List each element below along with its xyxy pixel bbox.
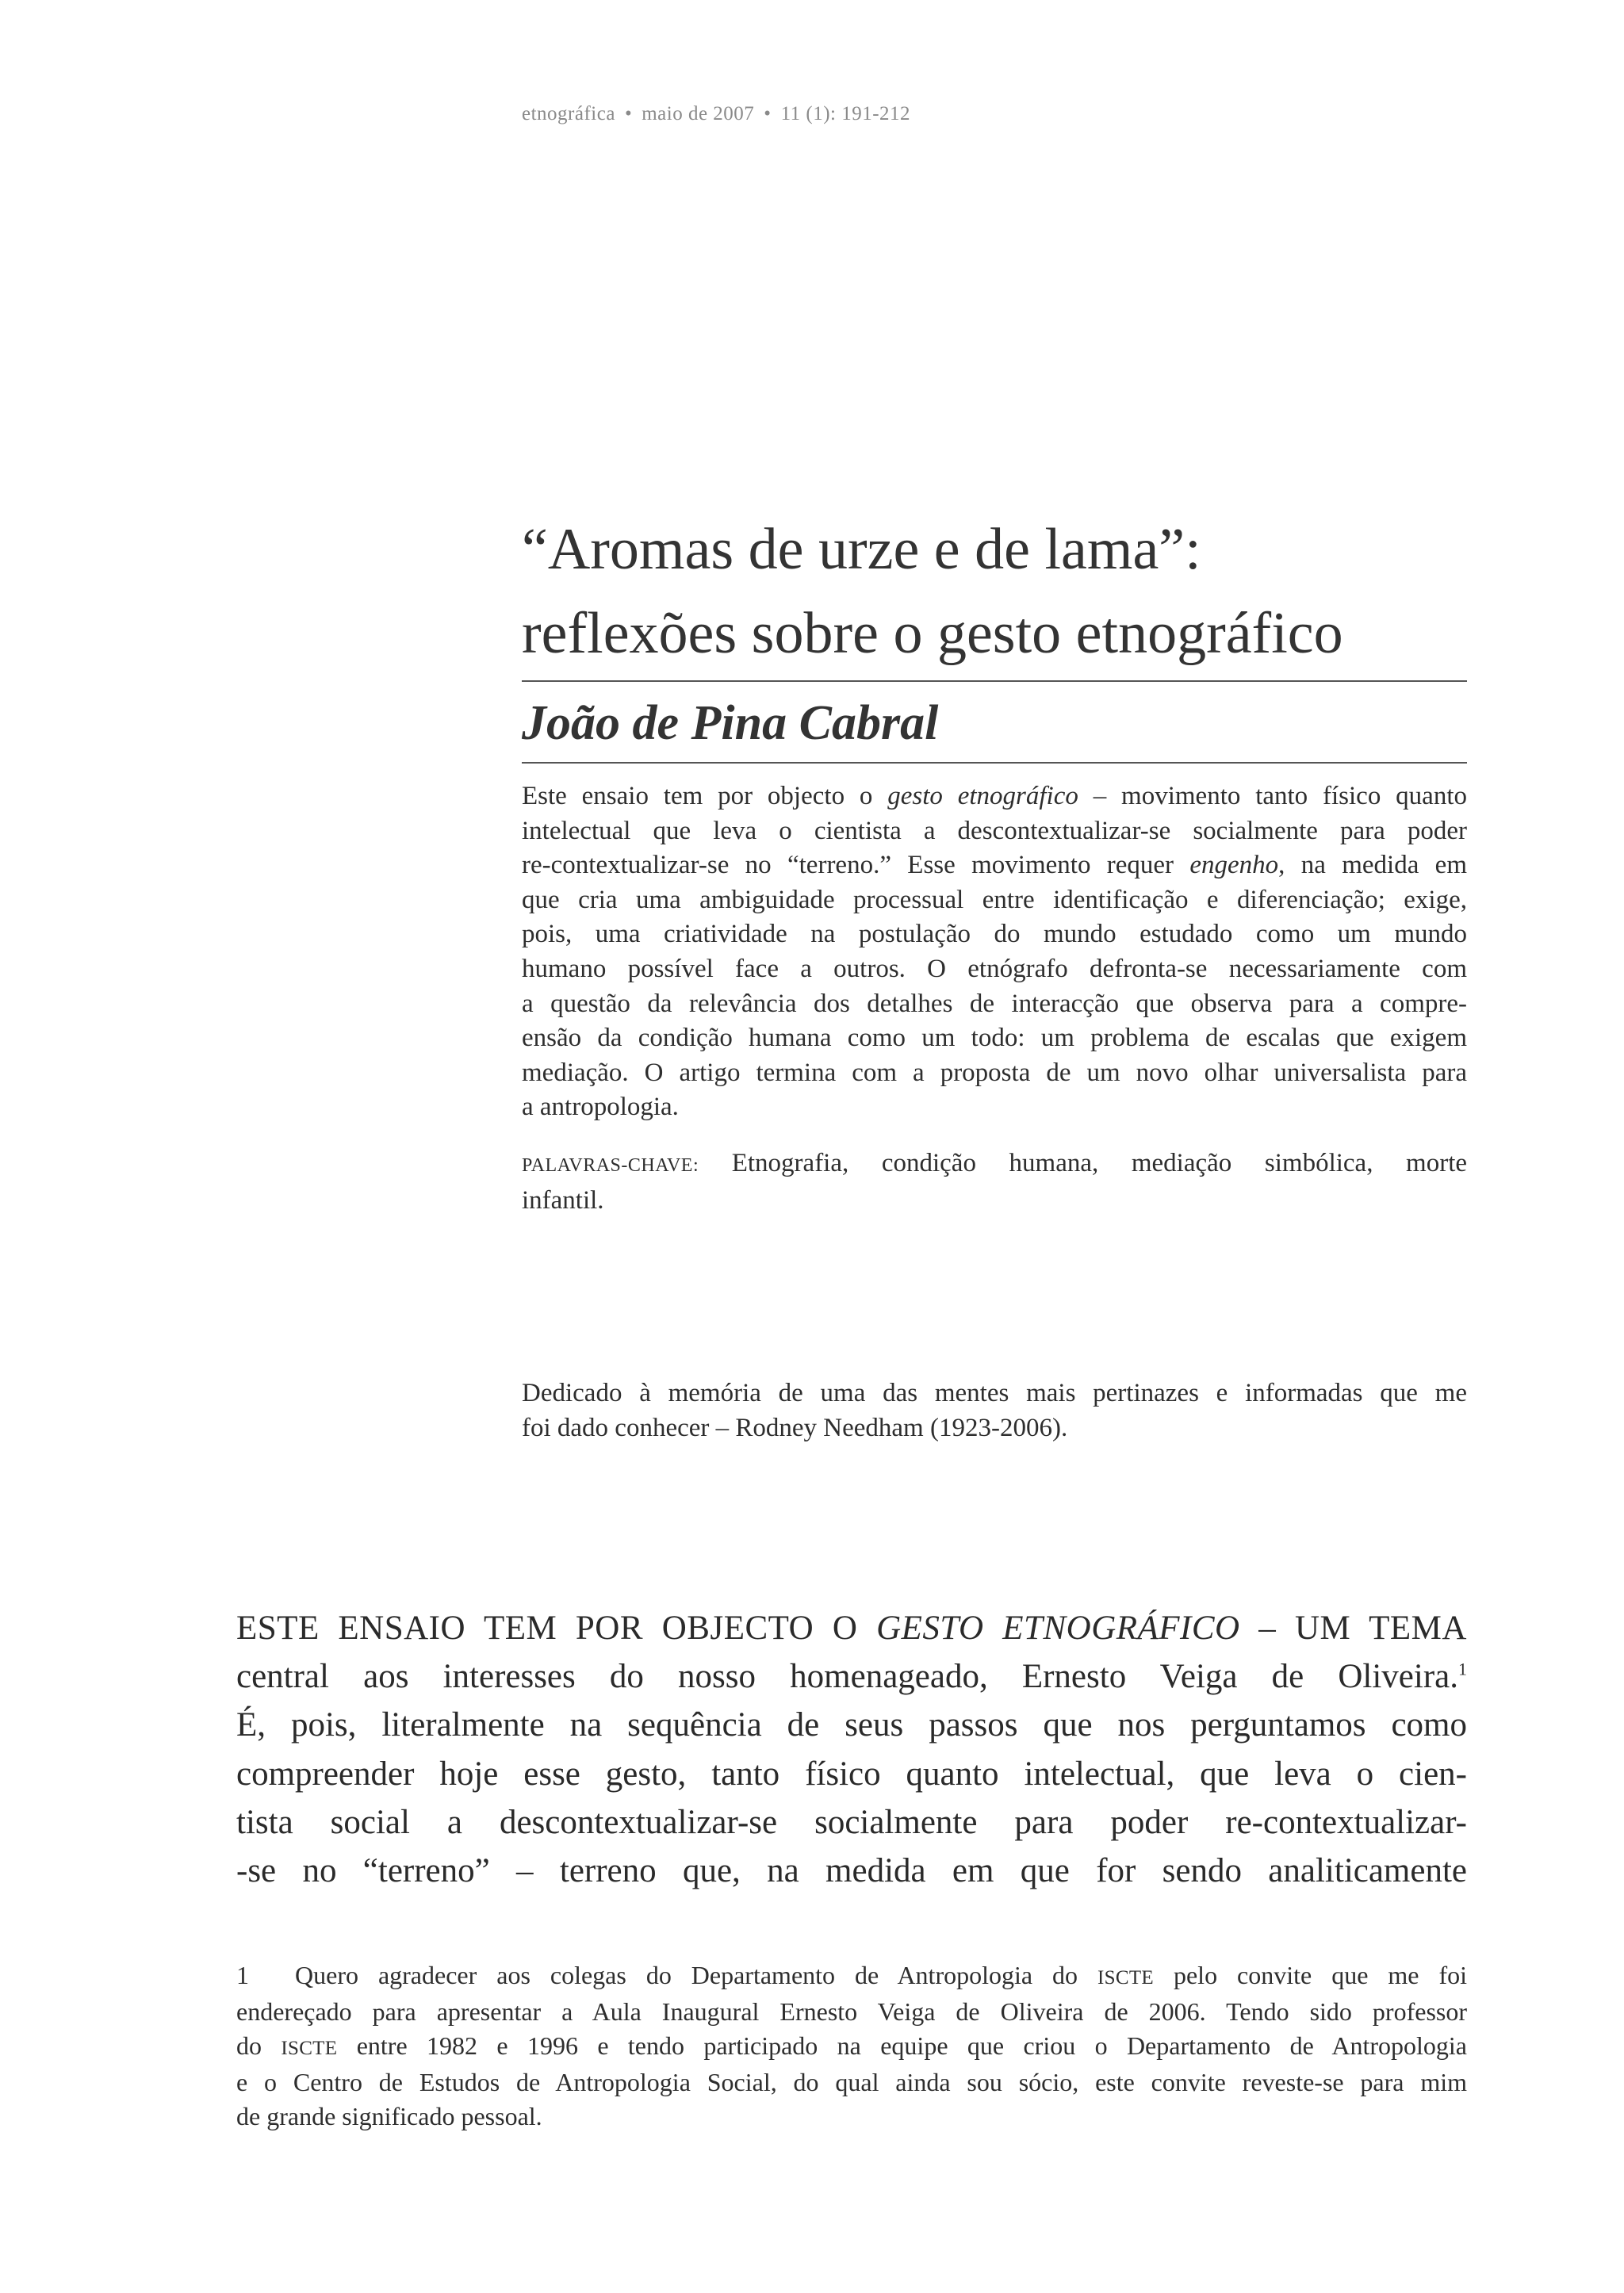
footnote-line: de grande significado pessoal. (236, 2102, 542, 2130)
body-line: É, pois, literalmente na sequência de seus passos que nos perguntamos como (236, 1706, 1467, 1744)
abstract-line: mediação. O artigo termina com a proposta de um novo olhar universalista para (522, 1058, 1467, 1087)
abstract-line: humano possível face a outros. O etnógrafo defronta-se necessariamente com (522, 954, 1467, 983)
article-title (522, 507, 1473, 676)
footnote-line: do ISCTE entre 1982 e 1996 e tendo participado na equipe que criou o Departamento de Antropologia (236, 2031, 1468, 2060)
abstract-line: intelectual que leva o cientista a descontextualizar-se socialmente para poder (522, 816, 1467, 845)
abstract-line: re-contextualizar-se no “terreno.” Esse movimento requer engenho, na medida em (522, 851, 1467, 880)
footnote-line: e o Centro de Estudos de Antropologia Social, do qual ainda sou sócio, este convite reveste-se para mim (236, 2068, 1467, 2096)
body-line: ESTE ENSAIO TEM POR OBJECTO O GESTO ETNOGRÁFICO – UM TEMA (236, 1610, 1467, 1647)
abstract-line: ensão da condição humana como um todo: um problema de escalas que exigem (522, 1024, 1467, 1053)
body-line: tista social a descontextualizar-se socialmente para poder re-contextualizar- (236, 1803, 1467, 1841)
footnote-number: 1 (236, 1961, 249, 1989)
abstract-line: pois, uma criatividade na postulação do mundo estudado como um mundo (522, 920, 1467, 949)
title-rule (522, 680, 1467, 682)
body-line: central aos interesses do nosso homenageado, Ernesto Veiga de Oliveira.$^1$ (236, 1658, 1467, 1696)
abstract-line: a questão da relevância dos detalhes de interacção que observa para a compre- (522, 989, 1467, 1018)
dedication (522, 1376, 1467, 1445)
journal-name: etnográfica (522, 103, 615, 124)
abstract-line: a antropologia. (522, 1093, 679, 1122)
issue-date: maio de 2007 (642, 103, 755, 124)
separator: • (764, 103, 772, 124)
footnote (236, 1958, 1467, 2134)
body-paragraph (236, 1604, 1467, 1895)
issue-pages: 11 (1): 191-212 (780, 103, 911, 124)
abstract-line: que cria uma ambiguidade processual entre identificação e diferenciação; exige, (522, 885, 1467, 914)
body-line: -se no “terreno” – terreno que, na medida em que for sendo analiticamente (236, 1852, 1467, 1890)
abstract-line: Este ensaio tem por objecto o gesto etnográfico – movimento tanto físico quanto (522, 782, 1467, 810)
body-line: compreender hoje esse gesto, tanto físico quanto intelectual, que leva o cien- (236, 1755, 1467, 1793)
keywords-list: Etnografia, condição humana, mediação simbólica, morte (731, 1149, 1468, 1177)
dedication-line: foi dado conhecer – Rodney Needham (1923-2006). (522, 1414, 1068, 1442)
keywords (522, 1146, 1467, 1218)
abstract (522, 779, 1467, 1125)
title-line-1: “Aromas de urze e de lama”: (522, 517, 1201, 582)
footnote-line: 1 Quero agradecer aos colegas do Departamento de Antropologia do ISCTE pelo convite que me foi (236, 1958, 1467, 1995)
author-rule (522, 762, 1467, 764)
dedication-line: Dedicado à memória de uma das mentes mais pertinazes e informadas que me (522, 1379, 1467, 1407)
footnote-ref[interactable]: 1 (1458, 1659, 1467, 1679)
author-name: João de Pina Cabral (522, 696, 939, 750)
running-head (522, 103, 910, 125)
keywords-label: PALAVRAS-CHAVE: (522, 1155, 699, 1176)
separator: • (624, 103, 633, 124)
keywords-list-cont: infantil. (522, 1185, 604, 1215)
title-line-2: reflexões sobre o gesto etnográfico (522, 601, 1343, 666)
footnote-line: endereçado para apresentar a Aula Inaugural Ernesto Veiga de Oliveira de 2006. Tendo sido professor (236, 1997, 1467, 2026)
